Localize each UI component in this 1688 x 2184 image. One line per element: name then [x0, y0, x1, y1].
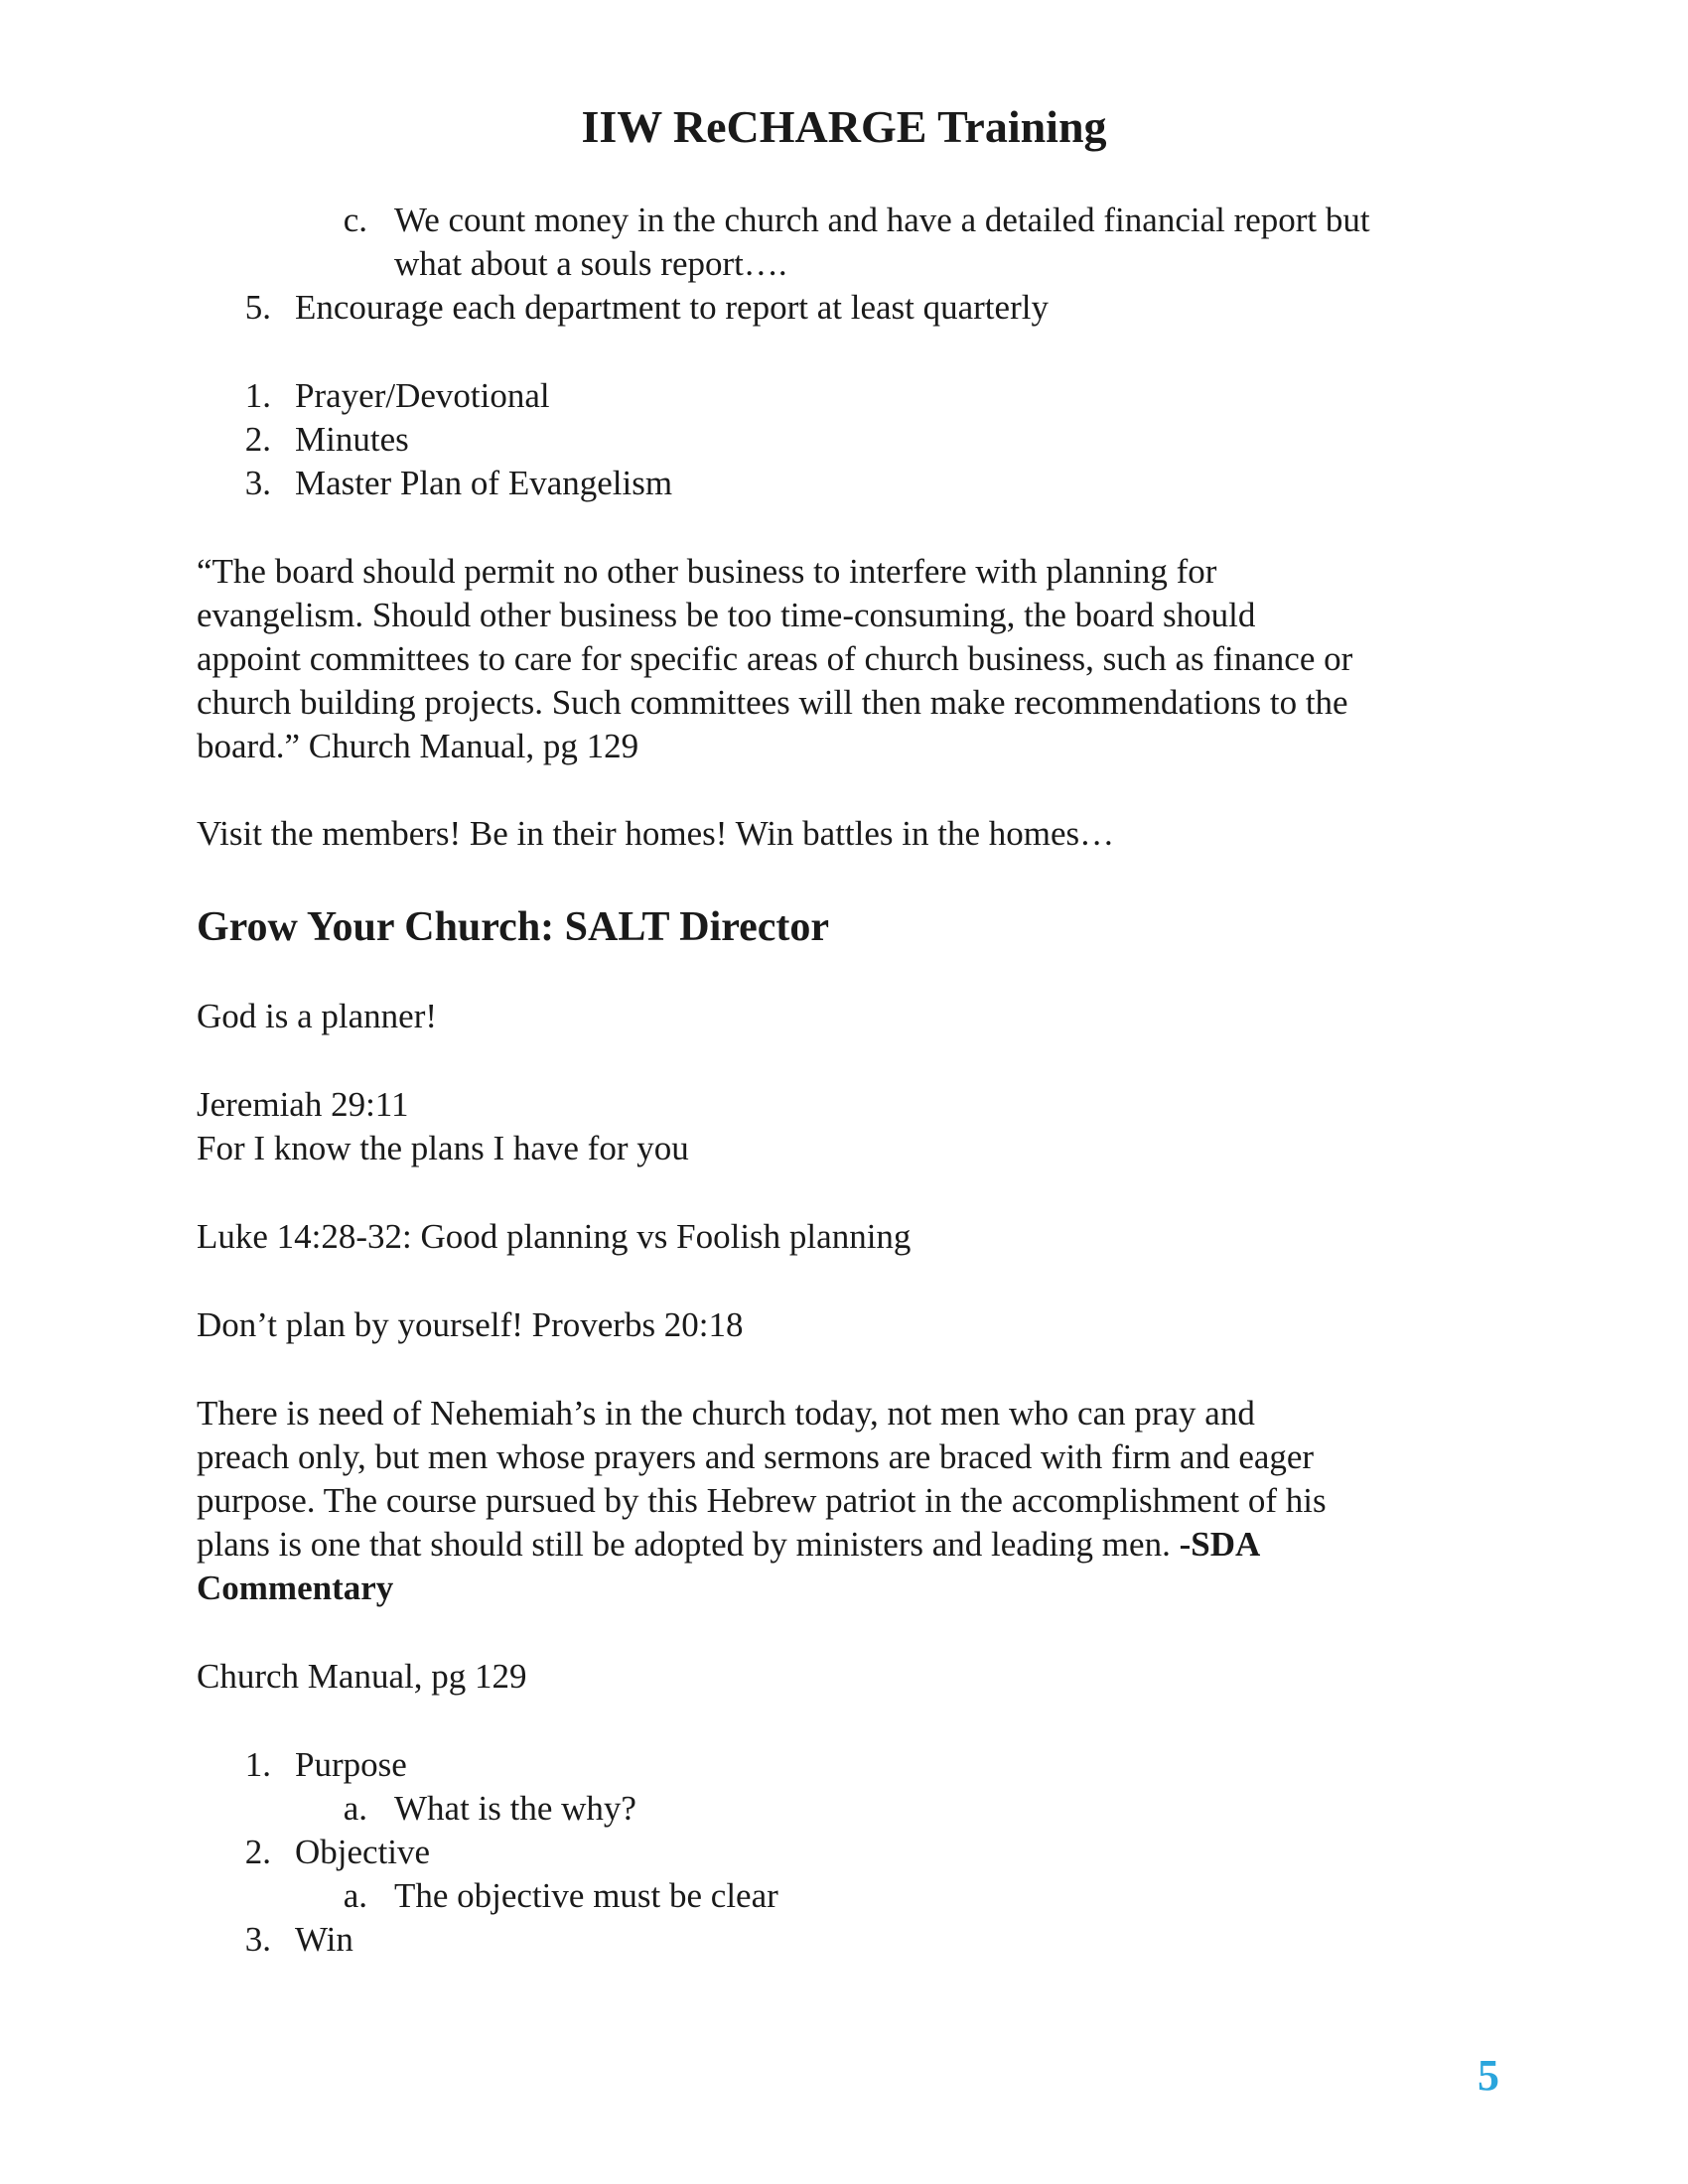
list-item-text: We count money in the church and have a detailed financial report but [394, 201, 1370, 239]
quote-line: church building projects. Such committees will then make recommendations to the [197, 683, 1348, 722]
list-item-text: Minutes [295, 420, 409, 459]
sublist-item-text: The objective must be clear [394, 1876, 778, 1915]
paragraph-line: There is need of Nehemiah’s in the church today, not men who can pray and [197, 1394, 1255, 1433]
quote-source: -SDA [1179, 1525, 1261, 1564]
paragraph-line-text: plans is one that should still be adopted by ministers and leading men. [197, 1525, 1171, 1564]
list-marker: 1. [244, 376, 271, 415]
paragraph: Luke 14:28-32: Good planning vs Foolish planning [197, 1217, 912, 1256]
list-item-text: Win [295, 1920, 353, 1959]
list-marker: 3. [244, 1920, 271, 1959]
paragraph-line: preach only, but men whose prayers and sermons are braced with firm and eager [197, 1437, 1315, 1476]
paragraph-line: purpose. The course pursued by this Hebrew patriot in the accomplishment of his [197, 1481, 1327, 1520]
list-marker: 3. [244, 464, 271, 502]
list-marker: 2. [244, 420, 271, 459]
sublist-marker: a. [343, 1876, 367, 1915]
quote-line: evangelism. Should other business be too time-consuming, the board should [197, 596, 1256, 634]
list-marker: c. [343, 201, 367, 239]
list-marker: 1. [244, 1745, 271, 1784]
paragraph-line [197, 1523, 1260, 1567]
scripture-text: For I know the plans I have for you [197, 1129, 689, 1167]
paragraph: God is a planner! [197, 997, 438, 1035]
visit-paragraph: Visit the members! Be in their homes! Win battles in the homes… [197, 814, 1115, 853]
sublist-item-text: What is the why? [394, 1789, 636, 1828]
list-item-text: Master Plan of Evangelism [295, 464, 673, 502]
quote-source: Commentary [197, 1569, 394, 1607]
quote-line: board.” Church Manual, pg 129 [197, 727, 639, 765]
paragraph: Don’t plan by yourself! Proverbs 20:18 [197, 1305, 744, 1344]
scripture-reference: Jeremiah 29:11 [197, 1085, 409, 1124]
quote-line: appoint committees to care for specific areas of church business, such as finance or [197, 639, 1353, 678]
section-heading: Grow Your Church: SALT Director [197, 904, 830, 950]
list-item-text: Objective [295, 1833, 431, 1871]
list-item-text: what about a souls report…. [394, 244, 787, 283]
quote-line: “The board should permit no other business to interfere with planning for [197, 552, 1217, 591]
page-number: 5 [1477, 2051, 1499, 2100]
list-marker: 2. [244, 1833, 271, 1871]
list-marker: 5. [244, 288, 271, 327]
paragraph: Church Manual, pg 129 [197, 1657, 527, 1696]
page-title: IIW ReCHARGE Training [581, 101, 1107, 152]
list-item-text: Prayer/Devotional [295, 376, 550, 415]
sublist-marker: a. [343, 1789, 367, 1828]
list-item-text: Purpose [295, 1745, 407, 1784]
list-item-text: Encourage each department to report at least quarterly [295, 288, 1049, 327]
